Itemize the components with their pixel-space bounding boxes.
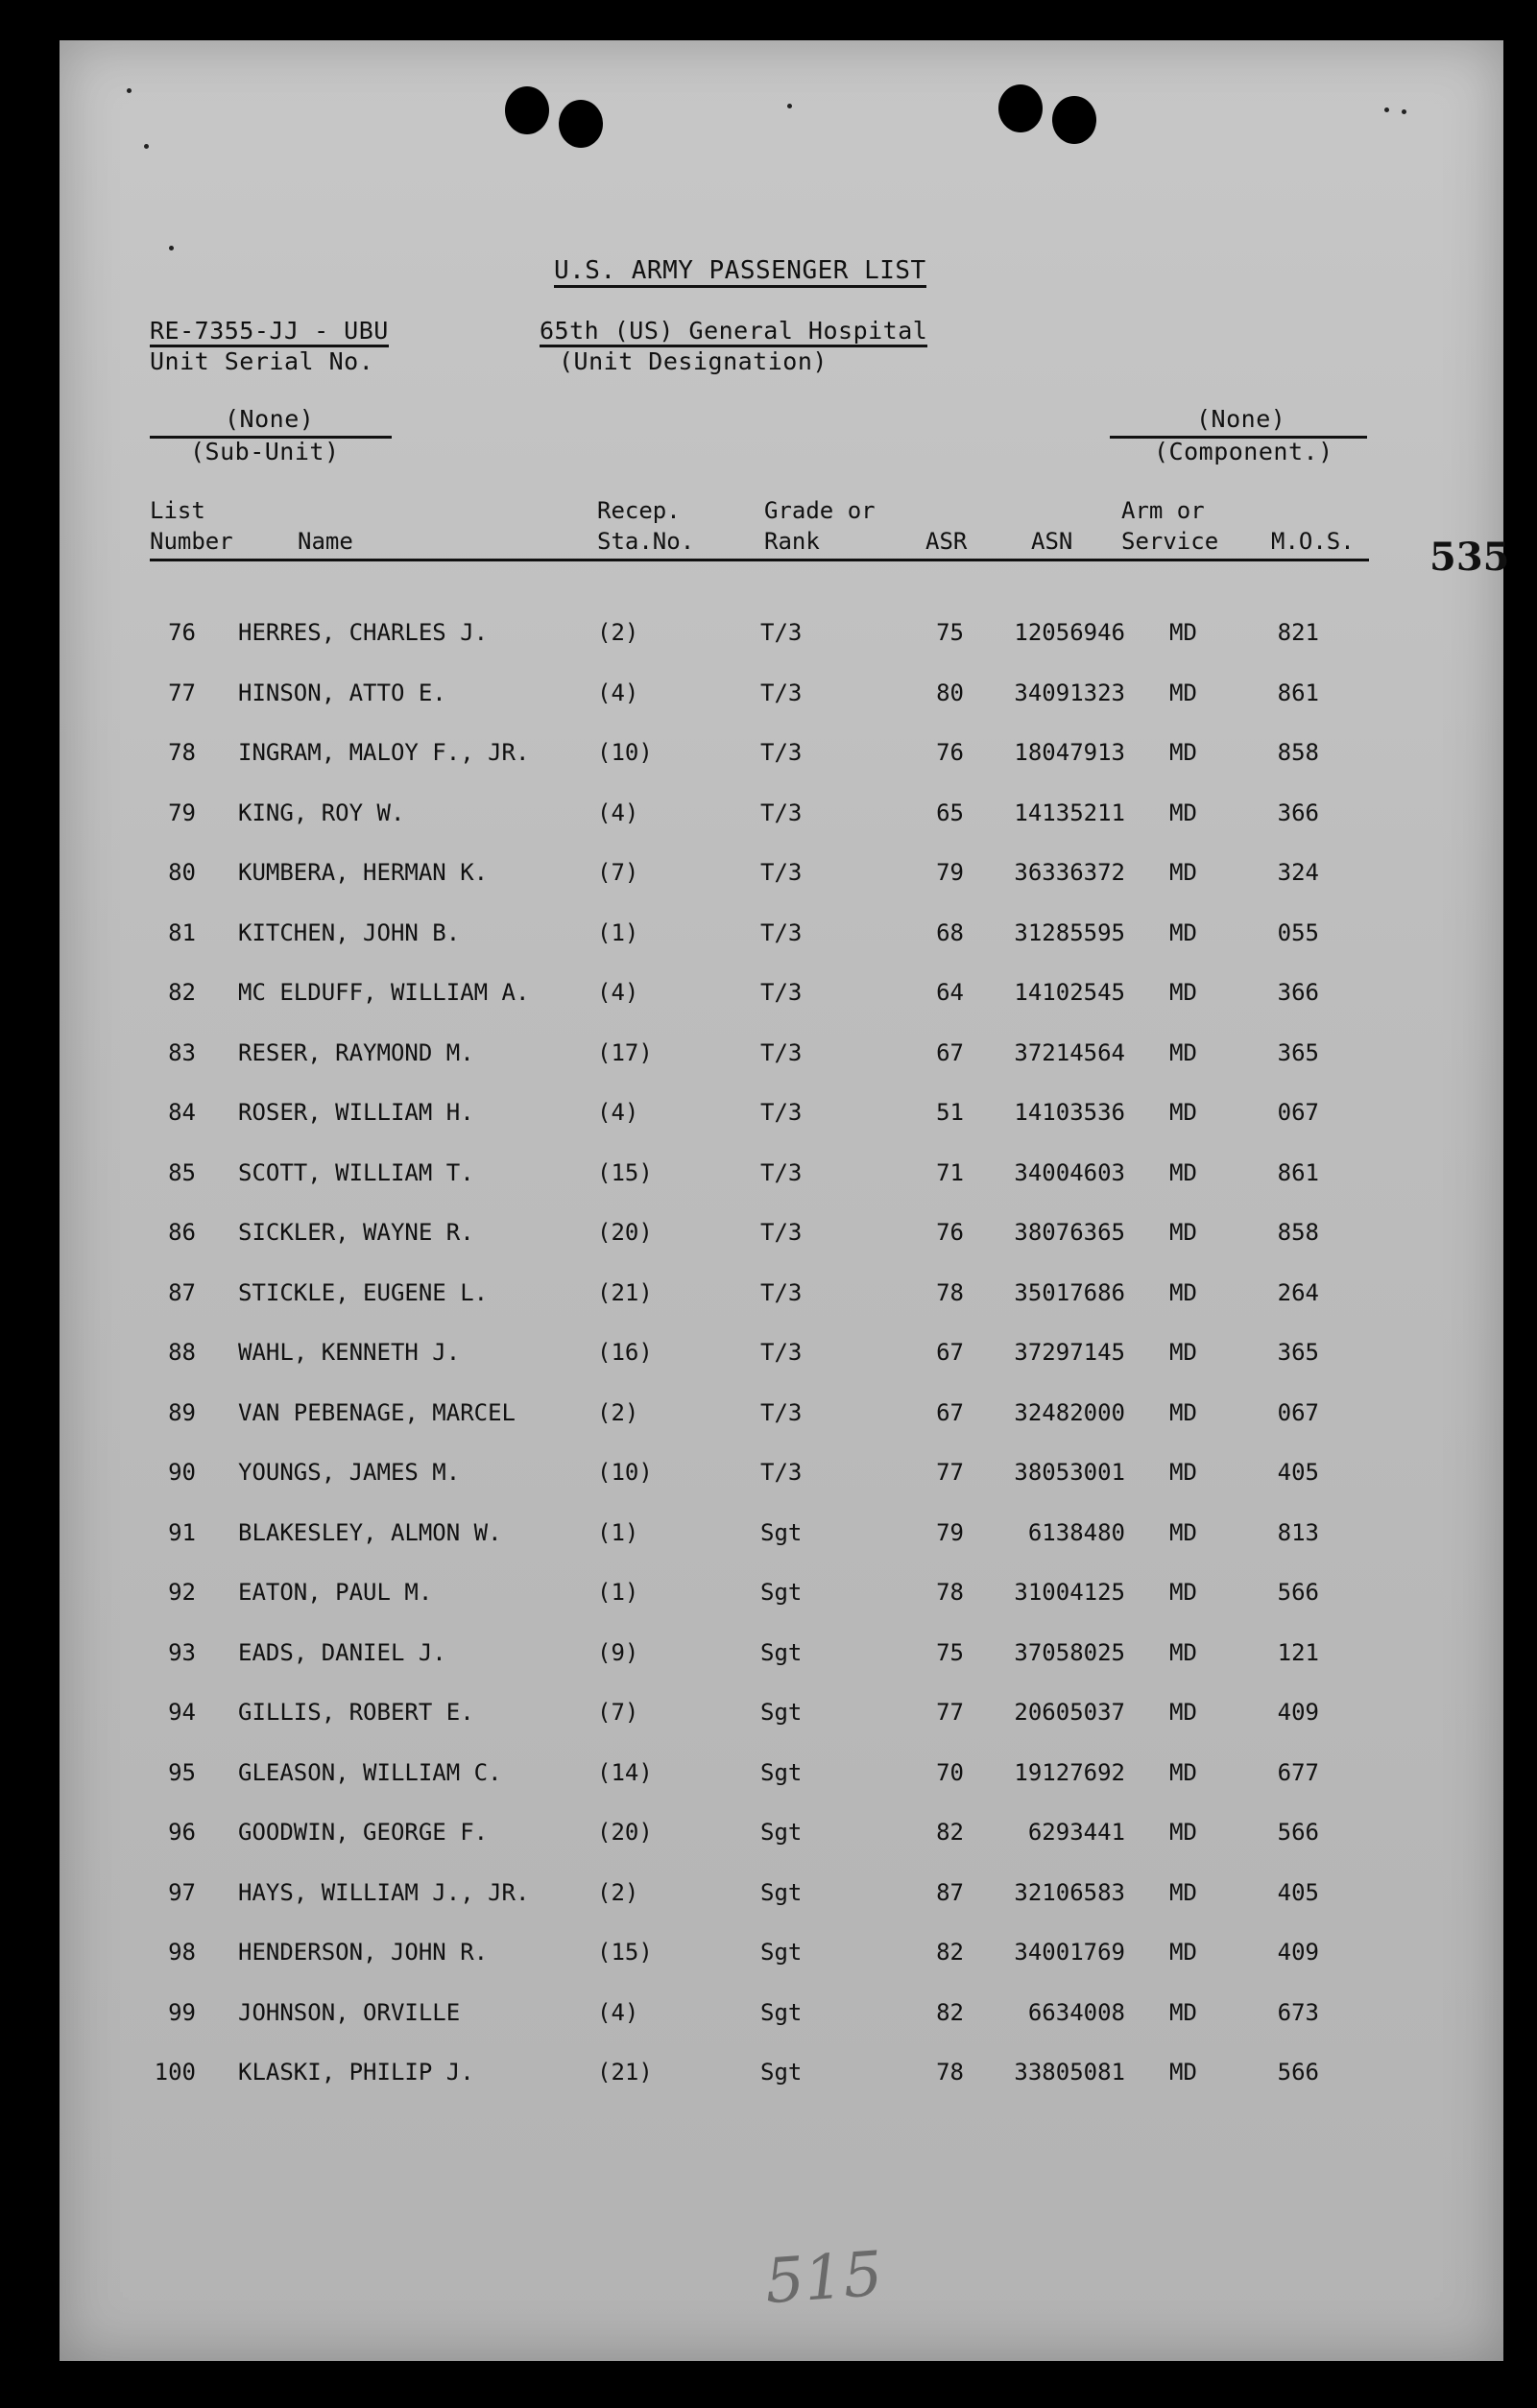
cell-asn: 37297145 [1014,1339,1125,1366]
table-row [60,919,1503,980]
cell-recep-sta: (14) [597,1758,653,1786]
table-row [60,1819,1503,1879]
table-row [60,1099,1503,1159]
cell-name: GOODWIN, GEORGE F. [238,1819,489,1846]
table-row [60,1999,1503,2060]
header-asn: ASN [1031,528,1073,555]
cell-mos: 055 [1277,918,1319,946]
cell-mos: 673 [1277,1998,1319,2026]
cell-asr: 78 [936,1579,964,1606]
cell-mos: 067 [1277,1398,1319,1426]
cell-asr: 67 [936,1339,964,1366]
cell-mos: 861 [1277,679,1319,706]
cell-mos: 366 [1277,979,1319,1006]
table-row [60,1339,1503,1399]
cell-list-number: 93 [168,1638,196,1666]
punch-hole [998,84,1043,132]
cell-recep-sta: (1) [597,918,639,946]
cell-name: YOUNGS, JAMES M. [238,1459,461,1486]
cell-arm: MD [1169,2059,1197,2086]
cell-asr: 77 [936,1699,964,1726]
document-title: U.S. ARMY PASSENGER LIST [554,256,926,288]
table-row [60,1879,1503,1940]
cell-list-number: 98 [168,1939,196,1966]
cell-list-number: 97 [168,1878,196,1906]
cell-list-number: 78 [168,739,196,766]
cell-recep-sta: (10) [597,1459,653,1486]
cell-list-number: 99 [168,1998,196,2026]
cell-name: JOHNSON, ORVILLE [238,1998,461,2026]
cell-recep-sta: (4) [597,979,639,1006]
table-row [60,1519,1503,1580]
cell-recep-sta: (4) [597,1998,639,2026]
cell-asn: 6634008 [1027,1998,1125,2026]
cell-recep-sta: (1) [597,1579,639,1606]
cell-grade: Sgt [760,1579,803,1606]
cell-arm: MD [1169,619,1197,646]
cell-asn: 34001769 [1014,1939,1125,1966]
cell-grade: T/3 [760,1219,803,1246]
cell-asr: 82 [936,1819,964,1846]
header-list-number: List Number [150,497,233,555]
cell-name: HERRES, CHARLES J. [238,619,489,646]
cell-recep-sta: (15) [597,1939,653,1966]
cell-name: KLASKI, PHILIP J. [238,2059,474,2086]
cell-name: INGRAM, MALOY F., JR. [238,739,530,766]
table-row [60,1639,1503,1700]
cell-asr: 70 [936,1758,964,1786]
cell-asr: 87 [936,1878,964,1906]
table-row [60,1759,1503,1820]
cell-list-number: 77 [168,679,196,706]
cell-list-number: 89 [168,1398,196,1426]
cell-asn: 34091323 [1014,679,1125,706]
table-row [60,979,1503,1039]
cell-recep-sta: (21) [597,2059,653,2086]
cell-name: BLAKESLEY, ALMON W. [238,1518,502,1546]
cell-list-number: 81 [168,918,196,946]
header-rule [150,559,1369,561]
punch-hole [559,100,603,148]
cell-recep-sta: (16) [597,1339,653,1366]
unit-designation-label: (Unit Designation) [559,347,828,375]
cell-grade: T/3 [760,1099,803,1126]
cell-asn: 12056946 [1014,619,1125,646]
cell-mos: 813 [1277,1518,1319,1546]
table-row [60,739,1503,799]
cell-asn: 31004125 [1014,1579,1125,1606]
cell-recep-sta: (21) [597,1278,653,1306]
unit-designation-value: 65th (US) General Hospital [540,317,927,347]
cell-recep-sta: (2) [597,1878,639,1906]
cell-asn: 37058025 [1014,1638,1125,1666]
cell-grade: T/3 [760,739,803,766]
cell-asn: 31285595 [1014,918,1125,946]
cell-arm: MD [1169,1878,1197,1906]
cell-arm: MD [1169,1819,1197,1846]
cell-name: SCOTT, WILLIAM T. [238,1158,474,1186]
table-row [60,859,1503,919]
cell-name: WAHL, KENNETH J. [238,1339,461,1366]
cell-arm: MD [1169,918,1197,946]
cell-asr: 82 [936,1939,964,1966]
cell-asr: 67 [936,1398,964,1426]
cell-name: EADS, DANIEL J. [238,1638,446,1666]
handwritten-note: 515 [762,2238,885,2319]
cell-grade: T/3 [760,1459,803,1486]
cell-asr: 79 [936,859,964,886]
table-row [60,2059,1503,2119]
cell-asn: 38076365 [1014,1219,1125,1246]
table-row [60,1939,1503,1999]
cell-recep-sta: (2) [597,1398,639,1426]
cell-grade: Sgt [760,1819,803,1846]
speck [127,88,132,93]
cell-asr: 67 [936,1038,964,1066]
cell-list-number: 80 [168,859,196,886]
cell-asn: 6138480 [1027,1518,1125,1546]
cell-grade: T/3 [760,918,803,946]
cell-mos: 121 [1277,1638,1319,1666]
cell-asn: 19127692 [1014,1758,1125,1786]
cell-mos: 566 [1277,1819,1319,1846]
page-number: 535 [1429,535,1510,580]
cell-grade: T/3 [760,619,803,646]
cell-mos: 405 [1277,1459,1319,1486]
cell-grade: Sgt [760,2059,803,2086]
speck [144,144,149,149]
component-label: (Component.) [1154,438,1333,465]
cell-recep-sta: (9) [597,1638,639,1666]
cell-mos: 324 [1277,859,1319,886]
cell-asr: 78 [936,1278,964,1306]
cell-recep-sta: (2) [597,619,639,646]
cell-asn: 38053001 [1014,1459,1125,1486]
cell-grade: Sgt [760,1518,803,1546]
cell-list-number: 84 [168,1099,196,1126]
cell-arm: MD [1169,679,1197,706]
cell-arm: MD [1169,1579,1197,1606]
cell-grade: T/3 [760,1278,803,1306]
cell-asr: 78 [936,2059,964,2086]
cell-asr: 82 [936,1998,964,2026]
cell-name: KUMBERA, HERMAN K. [238,859,489,886]
table-row [60,1579,1503,1639]
cell-grade: T/3 [760,799,803,826]
cell-arm: MD [1169,1099,1197,1126]
cell-asr: 76 [936,739,964,766]
cell-arm: MD [1169,1038,1197,1066]
cell-arm: MD [1169,1998,1197,2026]
cell-arm: MD [1169,979,1197,1006]
cell-asr: 68 [936,918,964,946]
cell-asr: 77 [936,1459,964,1486]
cell-asn: 18047913 [1014,739,1125,766]
header-asr: ASR [925,528,968,555]
cell-name: EATON, PAUL M. [238,1579,433,1606]
cell-grade: Sgt [760,1699,803,1726]
cell-mos: 067 [1277,1099,1319,1126]
cell-mos: 858 [1277,739,1319,766]
cell-list-number: 83 [168,1038,196,1066]
cell-name: SICKLER, WAYNE R. [238,1219,474,1246]
component-value: (None) [1196,405,1286,433]
cell-name: GILLIS, ROBERT E. [238,1699,474,1726]
speck [1402,109,1406,114]
table-row [60,1399,1503,1460]
cell-list-number: 100 [154,2059,196,2086]
cell-list-number: 86 [168,1219,196,1246]
cell-asn: 32482000 [1014,1398,1125,1426]
cell-recep-sta: (4) [597,679,639,706]
cell-asn: 14103536 [1014,1099,1125,1126]
cell-list-number: 90 [168,1459,196,1486]
cell-asn: 14135211 [1014,799,1125,826]
cell-recep-sta: (20) [597,1219,653,1246]
table-row [60,1219,1503,1279]
cell-arm: MD [1169,1459,1197,1486]
unit-serial-label: Unit Serial No. [150,347,374,375]
cell-list-number: 76 [168,619,196,646]
table-row [60,679,1503,740]
cell-asn: 6293441 [1027,1819,1125,1846]
cell-list-number: 88 [168,1339,196,1366]
cell-list-number: 95 [168,1758,196,1786]
table-row [60,1279,1503,1340]
cell-list-number: 79 [168,799,196,826]
cell-arm: MD [1169,1158,1197,1186]
cell-arm: MD [1169,739,1197,766]
punch-hole [1052,96,1096,144]
cell-name: MC ELDUFF, WILLIAM A. [238,979,530,1006]
cell-name: STICKLE, EUGENE L. [238,1278,489,1306]
cell-grade: T/3 [760,1038,803,1066]
cell-name: KITCHEN, JOHN B. [238,918,461,946]
cell-grade: Sgt [760,1878,803,1906]
table-row [60,799,1503,860]
cell-mos: 365 [1277,1038,1319,1066]
speck [787,104,792,108]
cell-recep-sta: (15) [597,1158,653,1186]
cell-grade: T/3 [760,1339,803,1366]
cell-list-number: 94 [168,1699,196,1726]
cell-recep-sta: (20) [597,1819,653,1846]
unit-serial-value: RE-7355-JJ - UBU [150,317,389,347]
cell-name: HENDERSON, JOHN R. [238,1939,489,1966]
cell-asr: 75 [936,619,964,646]
cell-asn: 33805081 [1014,2059,1125,2086]
document-sheet [60,40,1510,2361]
cell-arm: MD [1169,1339,1197,1366]
cell-arm: MD [1169,799,1197,826]
cell-mos: 821 [1277,619,1319,646]
cell-grade: T/3 [760,1158,803,1186]
cell-arm: MD [1169,1699,1197,1726]
cell-mos: 409 [1277,1699,1319,1726]
cell-asr: 79 [936,1518,964,1546]
cell-grade: T/3 [760,1398,803,1426]
cell-asn: 37214564 [1014,1038,1125,1066]
cell-asn: 20605037 [1014,1699,1125,1726]
cell-recep-sta: (4) [597,799,639,826]
cell-recep-sta: (7) [597,1699,639,1726]
cell-mos: 858 [1277,1219,1319,1246]
cell-asr: 71 [936,1158,964,1186]
passenger-table [60,619,1503,2119]
cell-recep-sta: (7) [597,859,639,886]
cell-arm: MD [1169,1638,1197,1666]
cell-name: HAYS, WILLIAM J., JR. [238,1878,530,1906]
cell-name: HINSON, ATTO E. [238,679,446,706]
cell-name: GLEASON, WILLIAM C. [238,1758,502,1786]
cell-asr: 64 [936,979,964,1006]
cell-asr: 80 [936,679,964,706]
punch-hole [505,86,549,134]
cell-mos: 566 [1277,1579,1319,1606]
cell-grade: T/3 [760,979,803,1006]
cell-list-number: 92 [168,1579,196,1606]
header-mos: M.O.S. [1271,528,1355,555]
cell-name: ROSER, WILLIAM H. [238,1099,474,1126]
cell-list-number: 85 [168,1158,196,1186]
sub-unit-value: (None) [225,405,315,433]
header-grade: Grade or Rank [764,497,876,555]
table-row [60,1699,1503,1759]
cell-mos: 677 [1277,1758,1319,1786]
cell-grade: Sgt [760,1758,803,1786]
cell-asr: 75 [936,1638,964,1666]
cell-mos: 405 [1277,1878,1319,1906]
header-arm: Arm or Service [1121,497,1219,555]
cell-asn: 14102545 [1014,979,1125,1006]
cell-recep-sta: (4) [597,1099,639,1126]
cell-asr: 76 [936,1219,964,1246]
cell-arm: MD [1169,1398,1197,1426]
cell-list-number: 96 [168,1819,196,1846]
cell-arm: MD [1169,1278,1197,1306]
header-recep-sta: Recep. Sta.No. [597,497,695,555]
cell-arm: MD [1169,1758,1197,1786]
cell-mos: 264 [1277,1278,1319,1306]
cell-recep-sta: (10) [597,739,653,766]
cell-mos: 861 [1277,1158,1319,1186]
cell-list-number: 87 [168,1278,196,1306]
cell-arm: MD [1169,1939,1197,1966]
cell-grade: T/3 [760,679,803,706]
cell-name: KING, ROY W. [238,799,405,826]
cell-mos: 365 [1277,1339,1319,1366]
cell-recep-sta: (1) [597,1518,639,1546]
cell-asn: 36336372 [1014,859,1125,886]
cell-grade: Sgt [760,1638,803,1666]
cell-mos: 566 [1277,2059,1319,2086]
cell-recep-sta: (17) [597,1038,653,1066]
cell-mos: 366 [1277,799,1319,826]
cell-asn: 34004603 [1014,1158,1125,1186]
cell-arm: MD [1169,1518,1197,1546]
cell-grade: Sgt [760,1939,803,1966]
header-name: Name [298,528,353,555]
cell-asn: 32106583 [1014,1878,1125,1906]
cell-asn: 35017686 [1014,1278,1125,1306]
table-row [60,1039,1503,1100]
table-row [60,619,1503,679]
cell-mos: 409 [1277,1939,1319,1966]
sub-unit-label: (Sub-Unit) [190,438,340,465]
cell-list-number: 82 [168,979,196,1006]
cell-name: VAN PEBENAGE, MARCEL [238,1398,516,1426]
cell-arm: MD [1169,859,1197,886]
cell-arm: MD [1169,1219,1197,1246]
speck [1384,107,1389,112]
cell-list-number: 91 [168,1518,196,1546]
cell-name: RESER, RAYMOND M. [238,1038,474,1066]
table-row [60,1459,1503,1519]
cell-grade: T/3 [760,859,803,886]
cell-asr: 51 [936,1099,964,1126]
cell-asr: 65 [936,799,964,826]
cell-grade: Sgt [760,1998,803,2026]
speck [169,246,174,250]
table-row [60,1159,1503,1220]
